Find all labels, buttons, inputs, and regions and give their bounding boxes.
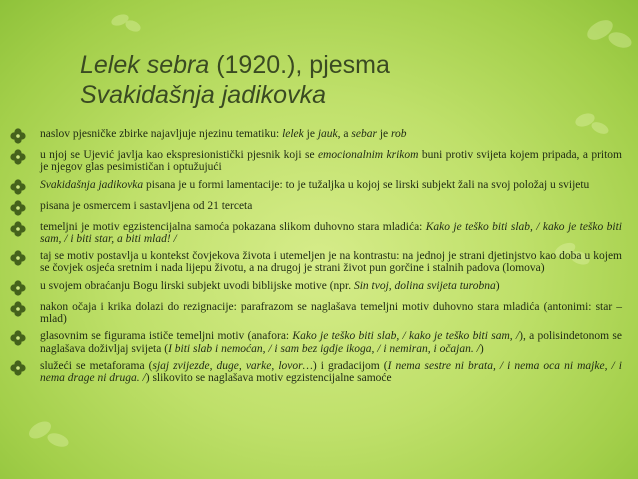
bullet-text (40, 250, 622, 275)
title-line-1 (80, 50, 390, 80)
quatrefoil-bullet-icon (10, 250, 26, 266)
italic-text: sjaj zvijezde, duge, varke, lovor… (152, 359, 313, 372)
list-item (10, 179, 622, 195)
italic-text: Svakidašnja jadikovka (40, 178, 144, 191)
list-item (10, 330, 622, 355)
list-item (10, 250, 622, 275)
italic-text: jauk (317, 128, 338, 140)
text-segment: naslov pjesničke zbirke najavljuje njezinu tematiku: (40, 128, 283, 140)
bullet-text (40, 200, 622, 212)
title-italic: Lelek sebra (80, 51, 210, 79)
quatrefoil-bullet-icon (10, 280, 26, 296)
text-segment: ) i gradacijom ( (312, 359, 388, 372)
bullet-text (40, 179, 622, 191)
list-item (10, 221, 622, 246)
list-item (10, 280, 622, 296)
text-segment: buni protiv svijeta kojem pripada, a pritom je njegov glas pesimističan i optužujući (40, 149, 622, 174)
list-item (10, 301, 622, 326)
title-rest: (1920.), pjesma (209, 51, 390, 79)
text-segment: glasovnim se figurama ističe temeljni motiv (anafora: (40, 330, 293, 343)
bullet-list (10, 128, 622, 390)
text-segment: nakon očaja i krika dolazi do rezignacije: parafrazom se naglašava temeljni motiv duhovno stara mladića (antonimi: star – mlad) (40, 300, 622, 326)
text-segment: služeći se metaforama ( (40, 359, 153, 372)
quatrefoil-bullet-icon (10, 301, 26, 317)
text-segment: ) (495, 279, 500, 292)
italic-text: Kako je teško biti slab, / kako je teško biti sam, / i biti star, a biti mlad! / (40, 220, 622, 245)
text-segment: taj se motiv postavlja u kontekst čovjekova života i utemeljen je na kontrastu: na jednoj je strani djetinjstvo kao doba u kojem se čovjek osjeća sretnim i nada lijepu životu, a na drugoj je strani život pun gorčine i stalnih padova (lomova) (40, 250, 622, 275)
bullet-text (40, 280, 622, 292)
list-item (10, 128, 622, 144)
bullet-text (40, 330, 622, 355)
list-item (10, 149, 622, 174)
italic-text: I biti slab i nemoćan, / i sam bez igdje ikoga, / i nemiran, i očajan. / (168, 342, 480, 355)
text-segment: je (303, 128, 318, 140)
bullet-text (40, 360, 622, 385)
text-segment: , a (337, 128, 352, 140)
bullet-text (40, 149, 622, 174)
text-segment: je (376, 128, 391, 140)
list-item (10, 200, 622, 216)
italic-text: emocionalnim krikom (317, 149, 419, 161)
italic-text: Kako je teško biti slab, / kako je teško biti sam, / (292, 330, 520, 343)
quatrefoil-bullet-icon (10, 360, 26, 376)
slide-title (80, 50, 390, 110)
bullet-text (40, 128, 622, 140)
text-segment: ) slikovito se naglašava motiv egzistencijalne samoće (145, 372, 392, 385)
quatrefoil-bullet-icon (10, 149, 26, 165)
title-line-2: Svakidašnja jadikovka (80, 81, 326, 109)
italic-text: rob (391, 128, 407, 140)
italic-text: sebar (351, 128, 377, 140)
text-segment: u svojem obraćanju Bogu lirski subjekt uvodi biblijske motive (npr. (40, 279, 354, 292)
quatrefoil-bullet-icon (10, 330, 26, 346)
text-segment: ) (479, 342, 484, 355)
text-segment: pisana je osmercem i sastavljena od 21 terceta (40, 199, 253, 212)
quatrefoil-bullet-icon (10, 179, 26, 195)
italic-text: I nema sestre ni brata, / i nema oca ni majke, / i nema drage ni druga. / (40, 359, 622, 385)
list-item (10, 360, 622, 385)
italic-text: Sin tvoj, dolina svijeta turobna (353, 279, 496, 292)
text-segment: u njoj se Ujević javlja kao ekspresionistički pjesnik koji se (40, 149, 318, 161)
quatrefoil-bullet-icon (10, 128, 26, 144)
bullet-text (40, 221, 622, 246)
bullet-text (40, 301, 622, 326)
text-segment: pisana je u formi lamentacije: to je tužaljka u kojoj se lirski subjekt žali na svoj položaj u svijetu (143, 178, 590, 191)
text-segment: ), a polisindetonom se naglašava doživljaj svijeta ( (40, 330, 622, 355)
text-segment: temeljni je motiv egzistencijalna samoća pokazana slikom duhovno stara mladića: (40, 220, 426, 233)
italic-text: lelek (282, 128, 304, 140)
quatrefoil-bullet-icon (10, 200, 26, 216)
quatrefoil-bullet-icon (10, 221, 26, 237)
